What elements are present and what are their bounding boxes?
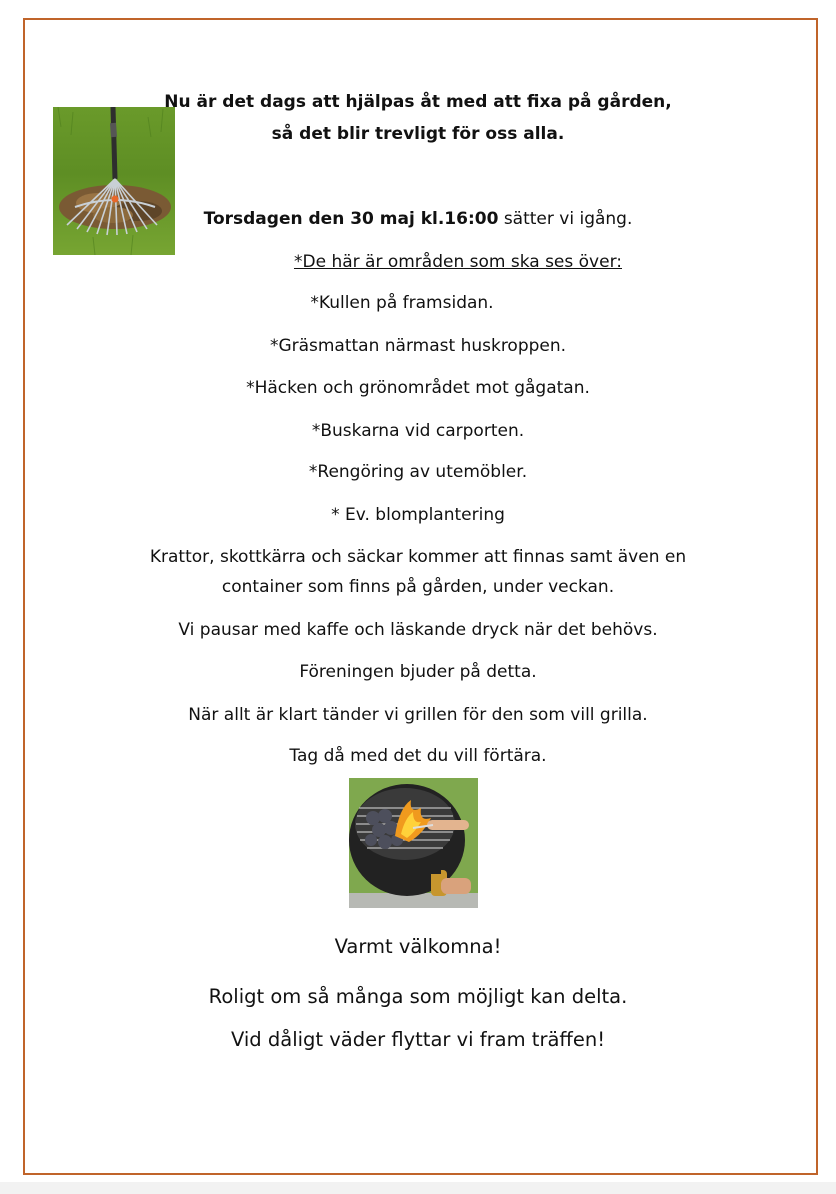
area-item: * Ev. blomplantering xyxy=(331,505,505,525)
header-line-1: Nu är det dags att hjälpas åt med att fixa på gården, xyxy=(164,92,672,112)
date-rest: sätter vi igång. xyxy=(498,209,633,229)
date-line xyxy=(0,209,836,229)
association-line: Föreningen bjuder på detta. xyxy=(299,662,537,682)
area-item: *Häcken och grönområdet mot gågatan. xyxy=(246,378,590,398)
area-item: *Buskarna vid carporten. xyxy=(311,421,525,441)
pause-line: Vi pausar med kaffe och läskande dryck när det behövs. xyxy=(178,620,658,640)
bring-line: Tag då med det du vill förtära. xyxy=(289,746,547,766)
grill-photo xyxy=(349,778,478,908)
weather-line: Vid dåligt väder flyttar vi fram träffen! xyxy=(230,1028,606,1051)
grill-line: När allt är klart tänder vi grillen för den som vill grilla. xyxy=(188,705,648,725)
area-item: *Gräsmattan närmast huskroppen. xyxy=(269,336,567,356)
areas-heading: *De här är områden som ska ses över: xyxy=(293,252,622,272)
fun-line: Roligt om så många som möjligt kan delta. xyxy=(208,985,628,1008)
date-time: Torsdagen den 30 maj kl.16:00 xyxy=(203,209,499,229)
welcome-line: Varmt välkomna! xyxy=(334,935,502,958)
area-item: *Kullen på framsidan. xyxy=(310,293,494,313)
tools-line-2: container som finns på gården, under veckan. xyxy=(221,577,615,597)
tools-line-1: Krattor, skottkärra och säckar kommer att finnas samt även en xyxy=(149,547,687,567)
header-line-2: så det blir trevligt för oss alla. xyxy=(271,124,565,144)
area-item: *Rengöring av utemöbler. xyxy=(308,462,528,482)
